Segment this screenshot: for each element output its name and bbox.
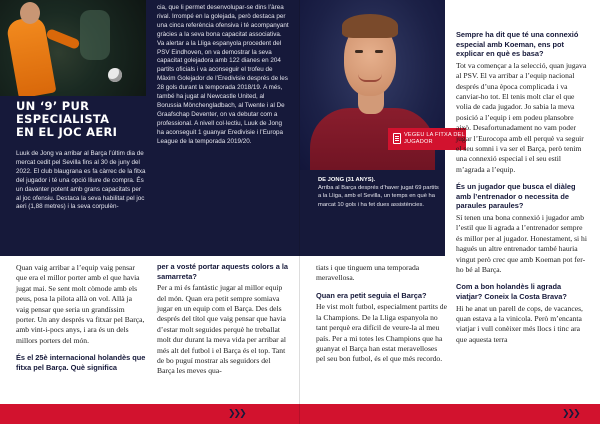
interview-answer: tiats i que tinguem una temporada meravellosa.	[316, 263, 420, 283]
interview-question: Quan era petit seguia el Barça?	[316, 290, 427, 300]
football-icon	[108, 68, 122, 82]
interview-column-3	[316, 263, 448, 367]
headline-line: UN ‘9’ PUR	[16, 99, 90, 113]
caption-text: Arriba al Barça després d’haver jugat 69 partits a la Lliga, amb el Sevilla, un temps en què ha marcat 10 gols i ha fet dues assistències.	[318, 185, 439, 208]
feature-headline	[16, 100, 146, 139]
right-page	[300, 0, 600, 424]
interview-answer: Hi he anat un parell de cops, de vacances, quan estava a la vinicola. Però m’encanta viatjar i vull conèixer més llocs i tinc ara que aquesta terra	[456, 303, 583, 344]
chevron-right-icon: ❯❯❯	[228, 409, 245, 419]
interview-question: per a vosté portar aquests colors a la samarreta?	[157, 262, 289, 281]
headline-line: ESPECIALISTA	[16, 112, 110, 126]
interview-answer: Tot va començar a la selecció, quan jugava al PSV. El va arribar a l’equip nacional després d’una època complicada i va canviar-ho tot. El tenis molt clar el que volia de cada jugador. Jo sabia la meva posició a l’equip i em podeu plansobre això. Desafortunadament no vam poder jugar l’Eurocopa amb ell perquè va seguir el seu somni i va ser el Barça, però tenim una connexió especial i el seu estil m’agrada a l’equip.	[456, 60, 587, 174]
player-profile-link[interactable]	[388, 128, 466, 150]
photo-caption	[318, 176, 440, 209]
interview-column-1	[16, 263, 146, 374]
interview-column-4	[456, 30, 588, 347]
headline-line: EN EL JOC AERI	[16, 125, 118, 139]
interview-column-2	[157, 262, 289, 379]
interview-answer: Quan vaig arribar a l’equip vaig pensar que era el millor porter amb el que havia jugat mai. Se sent molt còmode amb els peus, posa la pilota allà on vol. Allà ja vaig pensar que seria un grandíssim porter. Un any després va fitxar pel Barça, amb vint-i-pocs anys, i ara és un dels millors porters del món.	[16, 263, 145, 345]
caption-title: DE JONG (31 ANYS).	[318, 177, 376, 183]
interview-question: És un jugador que busca el diàleg amb l’entrenador o necessita de paraules paraules?	[456, 182, 576, 211]
interview-question: Com a bon holandès li agrada viatjar? Coneix la Costa Brava?	[456, 282, 567, 302]
player-action-photo	[0, 0, 146, 96]
chevron-right-icon: ❯❯❯	[562, 409, 579, 419]
footer-bar-left	[0, 404, 300, 424]
feature-intro-continued: cia, que li permet desenvolupar-se dins l’àrea rival. Irrompé en la golejada, però destaca per una cinca referència ofensiva i té acompanyant gràcies a la seva bona capacitat associativa. Va alertar a la Lliga espanyola procedent del PSV Eindhoven, on va demostrar la seva capacitat golejadora amb 122 dianes en 204 partits oficials i va aconseguir el trofeu de Màxim Golejador de l’Eredivisie després de les 28 gols durant la temporada 2018/19. A més, també ha jugat al Newcastle United, al Borussia Mönchengladbach, al Twente i al De Graafschap Deventer, on va debutar com a professional. A nivell col·lectiu, Luuk de Jong ha aconseguit 1 guanyar Eredivisie i l’Europa League de la temporada 2019/20.	[157, 4, 289, 145]
interview-answer: Sí tenen una bona connexió i jugador amb l’estil que li agrada a l’entrenador sempre és millor per al jugador. Honestament, si hi hagués un altre entrenador també hauria vingut però crec que amb Koeman pot fer-ho bé al Barça.	[456, 213, 587, 275]
interview-question: És el 25è internacional holandès que fitxa pel Barça. Què significa	[16, 353, 146, 372]
player-profile-link-label: VEGEU LA FITXA DEL JUGADOR	[404, 132, 465, 145]
interview-answer: He vist molt futbol, especialment partits de la Champions. De la Lliga espanyola no tant perquè era difícil de veure-la al meu país. Per a mi totes les Champions que ha guanyat el Barça han estat meravelloses pel seu bon futbol, és el que més recordo.	[316, 302, 447, 364]
feature-intro-text: Luuk de Jong va arribar al Barça l’últim dia de mercat cedit pel Sevilla fins al 30 de juny del 2022. El club blaugrana es fa càrrec de la fitxa del jugador i té una opció lliure de compra. És un davanter potent amb grans capacitats per al joc ofensiu. Destaca la seva habilitat pel joc aeri (1,88 metres) i la seva corpulèn-	[16, 150, 146, 211]
document-icon	[393, 133, 401, 144]
interview-question: Sempre ha dit que té una connexió especial amb Koeman, ens pot explicar en què es basa?	[456, 30, 579, 59]
interview-answer: Per a mi és fantàstic jugar al millor equip del món. Quan era petit sempre somiava jugar en un equip com el Barça. Des dels després del títol que vaig pensar que havia d’estar molt seguides perquè he treballat molt dur durant la meva vida per arribar al més alt del futbol i el Barça és el top. Tant de bo puguí mostrar als seguidors del Barça les meves qua-	[157, 283, 287, 376]
footer-bar-right	[300, 404, 600, 424]
